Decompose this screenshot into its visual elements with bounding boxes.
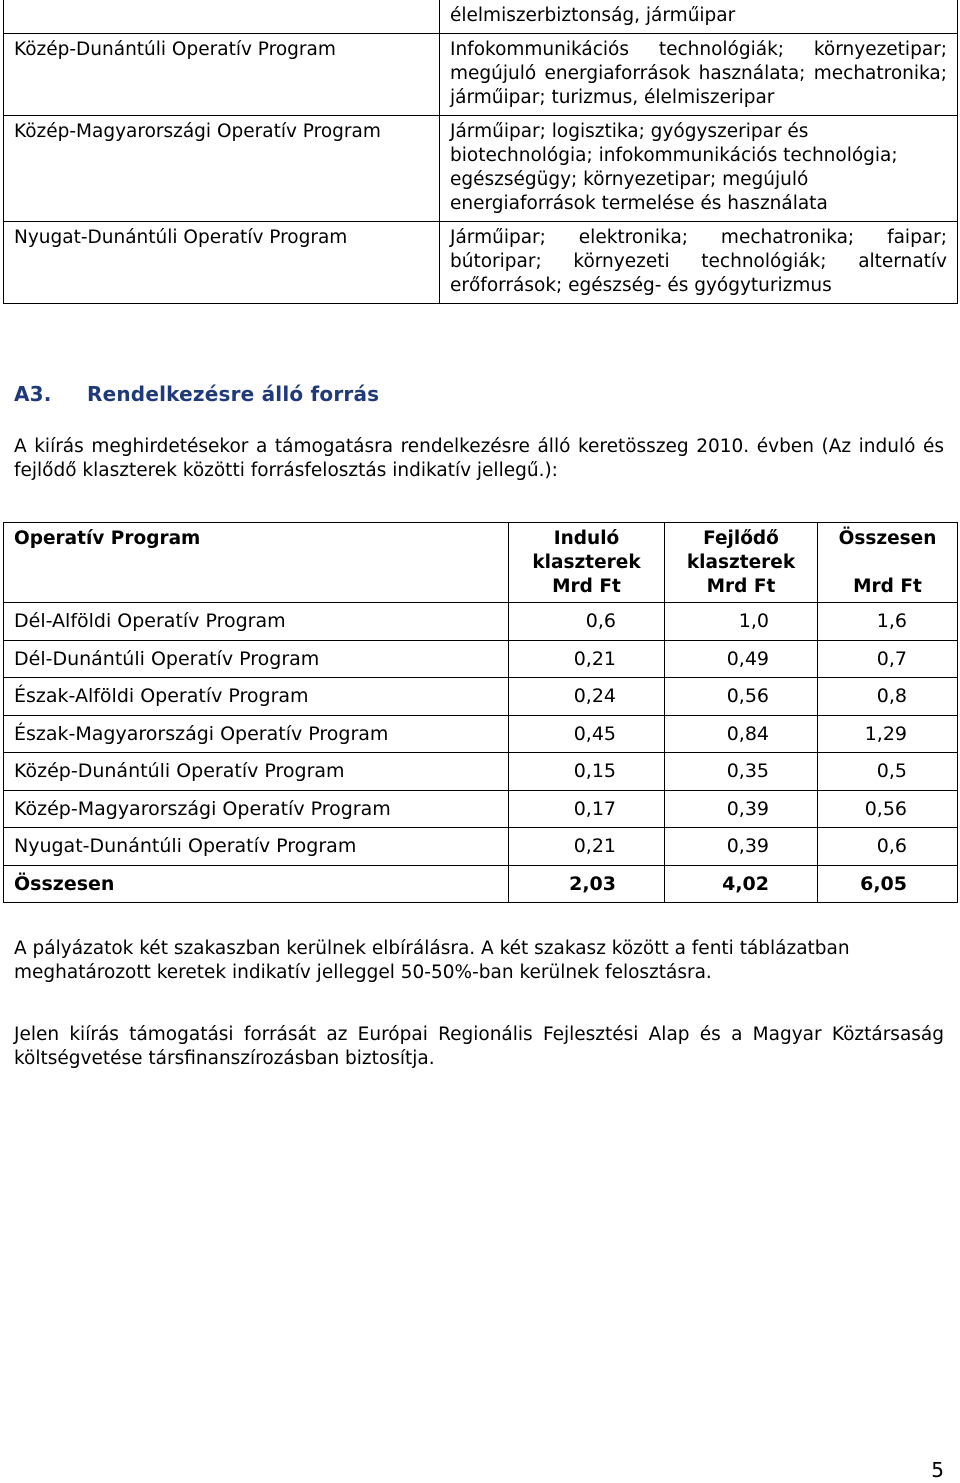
program-cell: Nyugat-Dunántúli Operatív Program	[4, 222, 440, 304]
table-header-row	[4, 523, 958, 603]
header-program: Operatív Program	[4, 523, 509, 603]
cell-grand-total: 6,05	[818, 865, 958, 903]
cell-program: Nyugat-Dunántúli Operatív Program	[4, 828, 509, 866]
table-row	[4, 715, 958, 753]
section-heading	[14, 382, 379, 406]
table-total-row	[4, 865, 958, 903]
cell-program: Észak-Alföldi Operatív Program	[4, 678, 509, 716]
cell-starting: 0,21	[509, 640, 665, 678]
cell-developing: 0,84	[665, 715, 818, 753]
cell-total: 0,8	[818, 678, 958, 716]
cell-developing: 0,56	[665, 678, 818, 716]
cell-developing: 0,39	[665, 790, 818, 828]
header-total-unit: Mrd Ft	[853, 576, 922, 597]
program-cell: Közép-Magyarországi Operatív Program	[4, 116, 440, 222]
programs-table	[3, 0, 958, 304]
table-row	[4, 116, 958, 222]
funding-paragraph: Jelen kiírás támogatási forrását az Európai Regionális Fejlesztési Alap és a Magyar Köztársaság költségvetése társfinanszírozásban biztosítja.	[14, 1024, 944, 1069]
cell-starting: 0,17	[509, 790, 665, 828]
program-cell: Közép-Dunántúli Operatív Program	[4, 34, 440, 116]
budget-table	[3, 522, 958, 903]
cell-developing: 1,0	[665, 603, 818, 641]
table-row	[4, 222, 958, 304]
cell-total: 0,6	[818, 828, 958, 866]
cell-starting-total: 2,03	[509, 865, 665, 903]
cell-total: 1,29	[818, 715, 958, 753]
cell-program: Közép-Magyarországi Operatív Program	[4, 790, 509, 828]
table-row	[4, 790, 958, 828]
fields-cell: Járműipar; elektronika; mechatronika; faipar; bútoripar; környezeti technológiák; alternatív erőforrások; egészség- és gyógyturizmus	[440, 222, 958, 304]
cell-program: Dél-Alföldi Operatív Program	[4, 603, 509, 641]
table-row	[4, 640, 958, 678]
two-phases-paragraph: A pályázatok két szakaszban kerülnek elbírálásra. A két szakasz között a fenti táblázatban meghatározott keretek indikatív jelleggel 50-50%-ban kerülnek felosztásra.	[14, 938, 850, 983]
program-cell	[4, 0, 440, 34]
section-number: A3.	[14, 382, 52, 406]
cell-program: Dél-Dunántúli Operatív Program	[4, 640, 509, 678]
fields-cell: Infokommunikációs technológiák; környezetipar; megújuló energiaforrások használata; mechatronika; járműipar; turizmus, élelmiszeripar	[440, 34, 958, 116]
cell-total: 0,56	[818, 790, 958, 828]
cell-starting: 0,21	[509, 828, 665, 866]
header-developing: Fejlődő klaszterek Mrd Ft	[665, 523, 818, 603]
cell-starting: 0,6	[509, 603, 665, 641]
table-row	[4, 603, 958, 641]
table-row	[4, 0, 958, 34]
fields-cell: élelmiszerbiztonság, járműipar	[440, 0, 958, 34]
table-row	[4, 34, 958, 116]
cell-total: 0,7	[818, 640, 958, 678]
cell-program: Közép-Dunántúli Operatív Program	[4, 753, 509, 791]
cell-developing-total: 4,02	[665, 865, 818, 903]
cell-starting: 0,45	[509, 715, 665, 753]
header-total-label: Összesen	[838, 528, 937, 549]
fields-cell: Járműipar; logisztika; gyógyszeripar és biotechnológia; infokommunikációs technológia; egészségügy; környezetipar; megújuló energiaforrások termelése és használata	[440, 116, 958, 222]
cell-total: 0,5	[818, 753, 958, 791]
table-row	[4, 678, 958, 716]
cell-developing: 0,49	[665, 640, 818, 678]
header-starting: Induló klaszterek Mrd Ft	[509, 523, 665, 603]
header-total	[818, 523, 958, 603]
page-number: 5	[931, 1458, 944, 1482]
cell-developing: 0,35	[665, 753, 818, 791]
cell-developing: 0,39	[665, 828, 818, 866]
section-title: Rendelkezésre álló forrás	[87, 382, 380, 406]
intro-paragraph: A kiírás meghirdetésekor a támogatásra rendelkezésre álló keretösszeg 2010. évben (Az induló és fejlődő klaszterek közötti forrásfelosztás indikatív jellegű.):	[14, 436, 944, 481]
cell-program: Észak-Magyarországi Operatív Program	[4, 715, 509, 753]
cell-starting: 0,24	[509, 678, 665, 716]
cell-starting: 0,15	[509, 753, 665, 791]
table-row	[4, 828, 958, 866]
table-row	[4, 753, 958, 791]
cell-total-label: Összesen	[4, 865, 509, 903]
cell-total: 1,6	[818, 603, 958, 641]
